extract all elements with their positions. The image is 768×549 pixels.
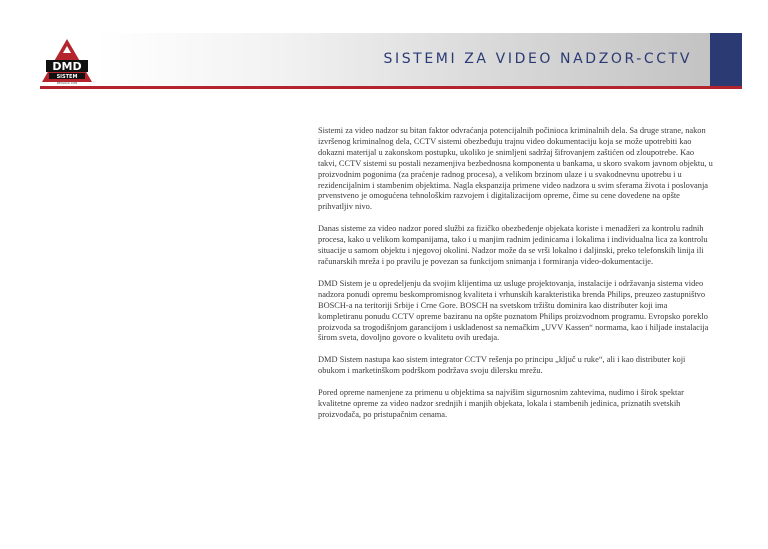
dmd-logo [40,38,94,84]
paragraph-integrator: DMD Sistem nastupa kao sistem integrator CCTV rešenja po principu „ključ u ruke“, ali i kao distributer koji obukom i marketinškom podrškom podržava svoju dilersku mrežu. [318,355,686,376]
header-blue-block [710,33,742,86]
page-title: SISTEMI ZA VIDEO NADZOR-CCTV [383,51,692,67]
paragraph-bosch: DMD Sistem je u opredeljenju da svojim klijentima uz usluge projektovanja, instalacije i održavanja sistema video nadzora ponudi opremu beskompromisnog kvaliteta i vrhunskih karakteristika brenda Philips, preuzeo zastupništvo BOSCH-a na teritoriji Srbije i Crne Gore. BOSCH na svetskom tržištu dominira kao distributer koji ima kompletiranu ponudu CCTV opreme baziranu na opšte poznatom Philips proizvodnom programu. Evropsko poreklo proizvoda sa trogodišnjom garancijom i usklađenost sa nemačkim „UVV Kassen“ normama, kao i hiljade instalacija širom sveta, dovoljno govore o kvalitetu ovih uređaja. [318,278,709,343]
header-red-rule [40,86,742,89]
page-header [0,30,768,92]
paragraph-intro: Sistemi za video nadzor su bitan faktor odvraćanja potencijalnih počinioca kriminalnih dela. Sa druge strane, nakon izvršenog kriminalnog dela, CCTV sistemi obezbeđuju trajnu video dokumentaciju koja se može upotrebiti kao dokazni materijal u zakonskom postupku, ukoliko je snimljeni sadržaj šifrovanjem zaštićen od zloupotrebe. Kao takvi, CCTV sistemi su postali nezamenjiva bezbednosna komponenta u bankama, u skoro svakom javnom objektu, u proizvodnim pogonima (za praćenje radnog procesa), a velikom brzinom ulaze i u svakodnevnu upotrebu i u rezidencijalnim i stambenim objektima. Nagla ekspanzija primene video nadzora u svim sferama života i poslovanja prvenstveno je omogućena tehnološkim razvojem i digitalizacijom opreme, čime su cene dovedene na opšte prihvatljiv nivo. [318,126,713,212]
article-body [318,126,714,432]
logo-brand-text: DMD [52,60,82,73]
dmd-logo-graphic [40,38,94,84]
logo-subtitle-text: SISTEM [56,74,78,80]
logo-tagline-text: BEOGRAD 1998 [56,82,78,84]
paragraph-usage: Danas sisteme za video nadzor pored službi za fizičko obezbeđenje objekata koriste i menadžeri za kontrolu radnih procesa, kako u velikom kompanijama, tako i u manjim radnim jedinicama i lokalima i individualna lica za kontrolu situacije u samom objektu i njegovoj okolini. Nadzor može da se vrši lokalno i daljinski, preko telefonskih linija ili računarskih mreža i po pravilu je povezan sa funkcijom snimanja i formiranja video-dokumentacije. [318,224,708,266]
paragraph-offer: Pored opreme namenjene za primenu u objektima sa najvišim sigurnosnim zahtevima, nudimo i širok spektar kvalitetne opreme za video nadzor srednjih i manjih objekata, lokala i stambenih jedinica, priznatih svetskih proizvođača, po pristupačnim cenama. [318,388,684,419]
